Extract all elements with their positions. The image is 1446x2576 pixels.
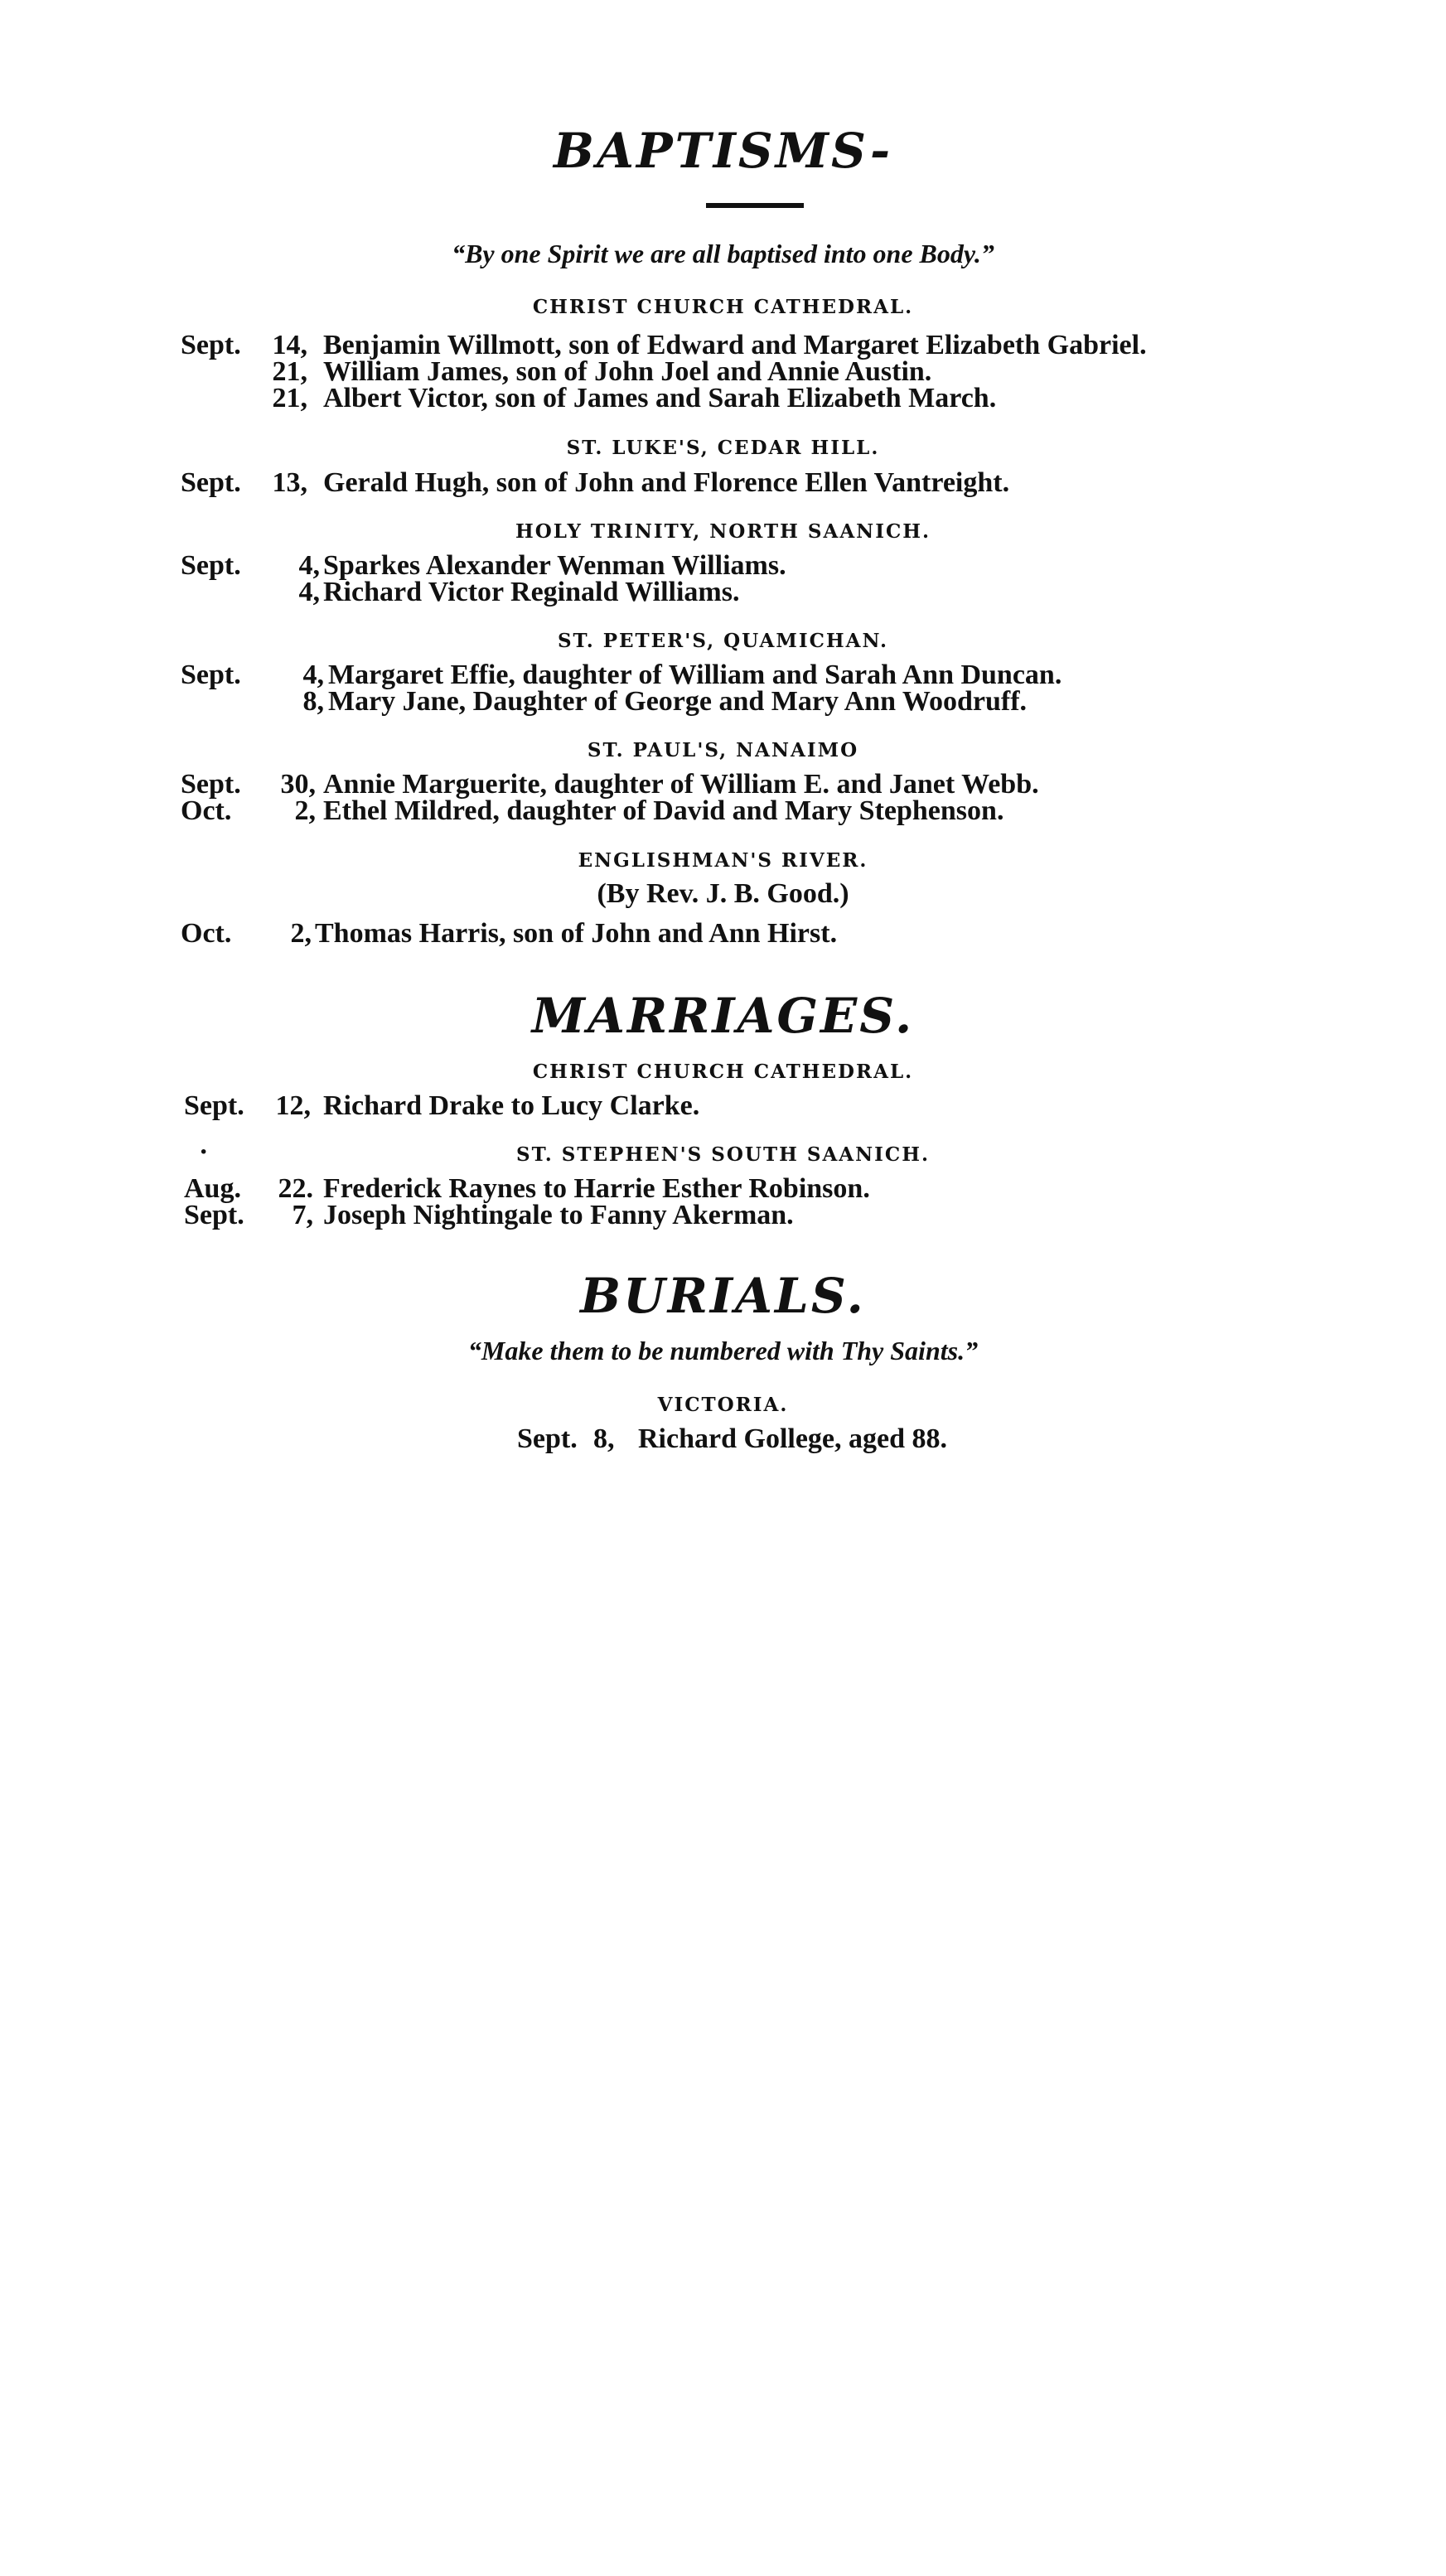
- entry-day: 8,: [593, 1423, 615, 1454]
- entry-day: 22.: [278, 1173, 313, 1204]
- entry-text: Benjamin Willmott, son of Edward and Margaret Elizabeth Gabriel.: [323, 330, 1147, 360]
- entry-month: Sept.: [184, 1200, 244, 1230]
- entry-text: Mary Jane, Daughter of George and Mary Ann Woodruff.: [328, 686, 1028, 717]
- baptisms-heading: BAPTISMS-: [553, 123, 893, 179]
- entry-day: 14,: [272, 330, 307, 360]
- entry-month: Sept.: [181, 660, 241, 690]
- entry-day: 8,: [302, 686, 324, 717]
- baptisms-quote: “By one Spirit we are all baptised into one Body.”: [452, 239, 994, 268]
- entry-day: 4,: [298, 550, 320, 581]
- entry-day: 13,: [272, 467, 307, 498]
- entry-text: Frederick Raynes to Harrie Esther Robinson.: [323, 1173, 870, 1204]
- entry-text: Sparkes Alexander Wenman Williams.: [323, 550, 786, 581]
- entry-text: Richard Gollege, aged 88.: [638, 1423, 948, 1454]
- entry-day: 30,: [280, 769, 316, 800]
- entry-text: Margaret Effie, daughter of William and Sarah Ann Duncan.: [328, 660, 1062, 690]
- entry-text: Thomas Harris, son of John and Ann Hirst.: [315, 918, 838, 949]
- entry-month: Aug.: [184, 1173, 241, 1204]
- church-heading: ST. PETER'S, QUAMICHAN.: [557, 630, 889, 652]
- entry-text: Richard Drake to Lucy Clarke.: [323, 1090, 700, 1121]
- entry-text: Richard Victor Reginald Williams.: [323, 577, 740, 607]
- entry-month: Sept.: [517, 1423, 578, 1454]
- church-heading: CHRIST CHURCH CATHEDRAL.: [532, 296, 914, 318]
- entry-day: 4,: [302, 660, 324, 690]
- entry-day: 2,: [290, 918, 312, 949]
- entry-month: Oct.: [181, 795, 232, 826]
- entry-text: Ethel Mildred, daughter of David and Mary Stephenson.: [323, 795, 1004, 826]
- burials-quote: “Make them to be numbered with Thy Saints.”: [467, 1336, 979, 1365]
- church-heading: ST. LUKE'S, CEDAR HILL.: [566, 437, 880, 459]
- entry-day: 12,: [275, 1090, 311, 1121]
- entry-day: 4,: [298, 577, 320, 607]
- entry-month: Sept.: [181, 330, 241, 360]
- entry-text: Albert Victor, son of James and Sarah Elizabeth March.: [323, 383, 997, 413]
- heading-rule: [706, 203, 804, 208]
- entry-month: Sept.: [181, 550, 241, 581]
- entry-month: Sept.: [184, 1090, 244, 1121]
- marriages-heading: MARRIAGES.: [531, 988, 915, 1044]
- church-heading: HOLY TRINITY, NORTH SAANICH.: [515, 520, 931, 543]
- entry-day: 21,: [272, 383, 307, 413]
- entry-text: Annie Marguerite, daughter of William E. and Janet Webb.: [323, 769, 1039, 800]
- entry-day: 7,: [292, 1200, 313, 1230]
- entry-text: Joseph Nightingale to Fanny Akerman.: [323, 1200, 794, 1230]
- church-heading: ST. PAUL'S, NANAIMO: [587, 739, 859, 761]
- entry-text: William James, son of John Joel and Annie Austin.: [323, 356, 932, 387]
- church-heading: ST. STEPHEN'S SOUTH SAANICH.: [516, 1143, 930, 1166]
- entry-month: Sept.: [181, 467, 241, 498]
- entry-day: 2,: [294, 795, 316, 826]
- entry-month: Sept.: [181, 769, 241, 800]
- stray-dot: ·: [199, 1137, 209, 1167]
- church-heading: VICTORIA.: [657, 1394, 789, 1416]
- officiant-note: (By Rev. J. B. Good.): [597, 878, 849, 909]
- entry-month: Oct.: [181, 918, 232, 949]
- entry-text: Gerald Hugh, son of John and Florence Ellen Vantreight.: [323, 467, 1010, 498]
- entry-day: 21,: [272, 356, 307, 387]
- church-heading: CHRIST CHURCH CATHEDRAL.: [532, 1061, 914, 1083]
- burials-heading: BURIALS.: [580, 1268, 866, 1324]
- church-heading: ENGLISHMAN'S RIVER.: [578, 849, 868, 872]
